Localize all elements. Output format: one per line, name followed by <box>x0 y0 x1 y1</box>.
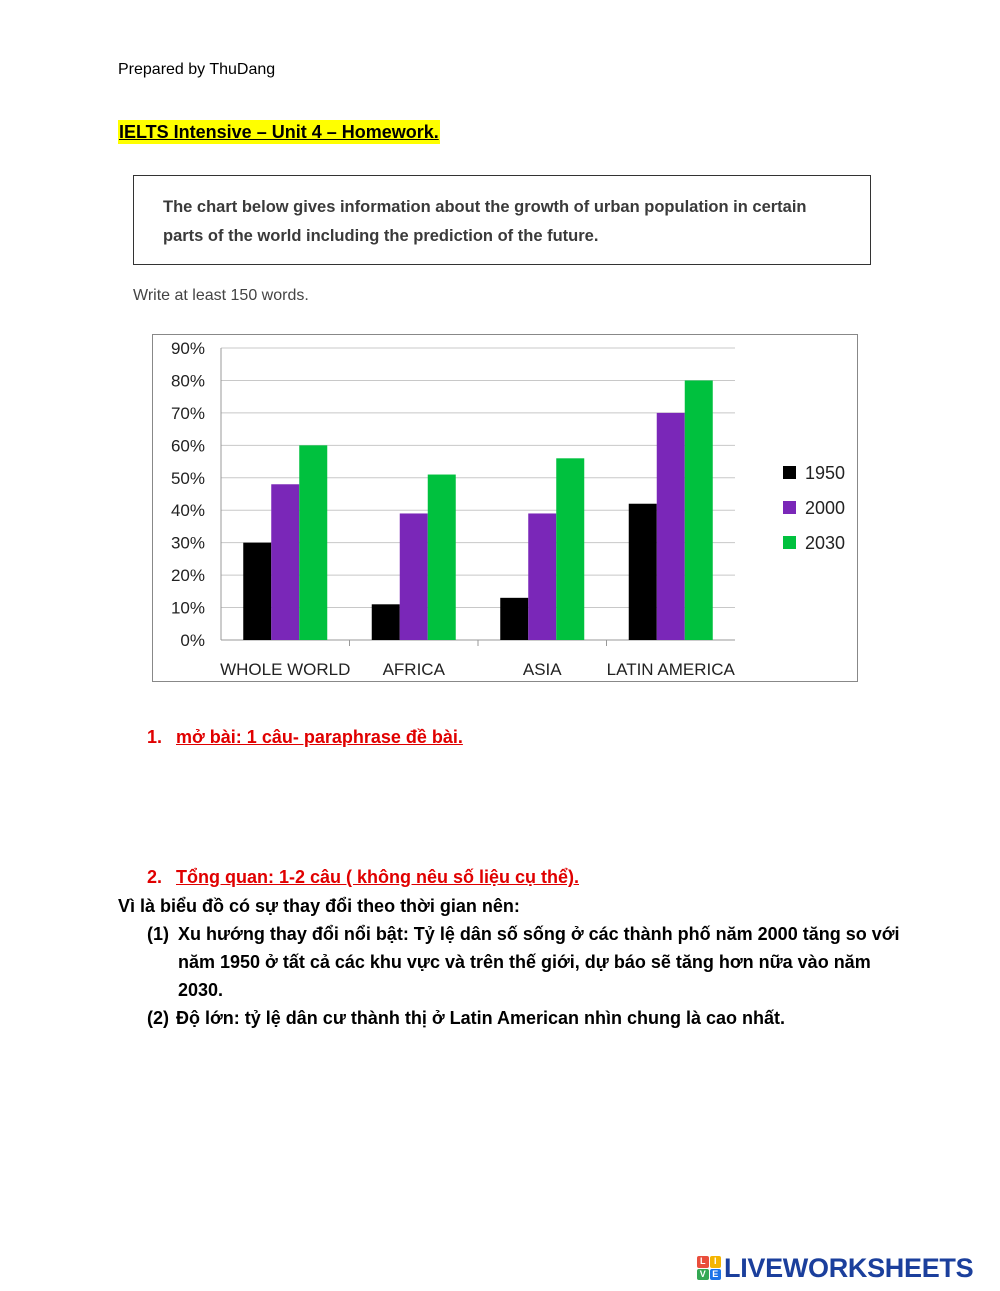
bar-2000-asia <box>528 513 556 640</box>
logo-letter-l: L <box>697 1256 709 1268</box>
step-2-number: 2. <box>147 867 163 887</box>
bar-2030-latin-america <box>685 380 713 640</box>
bar-1950-latin-america <box>629 504 657 640</box>
legend-swatch-2000 <box>783 501 796 514</box>
y-tick-label: 90% <box>170 339 205 358</box>
bar-2000-whole-world <box>271 484 299 640</box>
logo-icon <box>697 1256 721 1280</box>
logo-letter-v: V <box>697 1269 709 1281</box>
y-tick-label: 30% <box>170 533 205 553</box>
y-tick-label: 60% <box>170 436 205 456</box>
y-tick-label: 50% <box>170 468 205 488</box>
legend-swatch-1950 <box>783 466 796 479</box>
logo-letter-e: E <box>710 1269 722 1281</box>
step-1-heading <box>147 727 463 748</box>
note-point-1 <box>147 920 907 1004</box>
notes-intro: Vì là biểu đồ có sự thay đổi theo thời gian nên: <box>118 896 520 916</box>
x-category-label: WHOLE WORLD <box>220 660 351 679</box>
y-tick-label: 80% <box>170 371 205 391</box>
y-tick-label: 10% <box>170 598 205 618</box>
y-tick-label: 0% <box>180 631 205 650</box>
bar-2030-whole-world <box>299 445 327 640</box>
bar-chart <box>152 334 858 682</box>
bar-2000-africa <box>400 513 428 640</box>
y-tick-label: 70% <box>170 403 205 423</box>
note-point-2-text: Độ lớn: tỷ lệ dân cư thành thị ở Latin American nhìn chung là cao nhất. <box>176 1008 786 1028</box>
x-category-label: LATIN AMERICA <box>606 660 735 679</box>
x-category-label: ASIA <box>522 660 562 679</box>
bar-2000-latin-america <box>657 413 685 640</box>
bar-1950-asia <box>500 598 528 640</box>
legend-label: 2030 <box>805 533 846 553</box>
bar-2030-asia <box>556 458 584 640</box>
y-tick-label: 40% <box>170 501 205 521</box>
liveworksheets-logo <box>697 1253 973 1283</box>
note-point-1-label: (1) <box>147 924 169 944</box>
prepared-by: Prepared by ThuDang <box>118 61 276 78</box>
page-title: IELTS Intensive – Unit 4 – Homework. <box>119 122 439 142</box>
x-category-label: AFRICA <box>382 660 445 679</box>
step-1-text: mở bài: 1 câu- paraphrase đề bài. <box>176 727 463 747</box>
legend-label: 1950 <box>805 463 846 483</box>
note-point-2 <box>147 1004 785 1032</box>
chart-svg <box>153 335 859 683</box>
legend-swatch-2030 <box>783 536 796 549</box>
step-1-number: 1. <box>147 727 163 747</box>
task-prompt: The chart below gives information about the growth of urban population in certain parts of the world including the prediction of the future. <box>163 198 807 245</box>
logo-letter-i: I <box>710 1256 722 1268</box>
step-2-text: Tổng quan: 1-2 câu ( không nêu số liệu cụ thể). <box>176 867 580 887</box>
bar-2030-africa <box>428 475 456 640</box>
logo-text: LIVEWORKSHEETS <box>724 1252 974 1283</box>
bar-1950-whole-world <box>243 543 271 640</box>
bar-1950-africa <box>372 604 400 640</box>
legend-label: 2000 <box>805 498 846 518</box>
note-point-1-text: Xu hướng thay đổi nổi bật: Tỷ lệ dân số sống ở các thành phố năm 2000 tăng so với năm 1950 ở tất cả các khu vực và trên thế giới, dự báo sẽ tăng hơn nữa vào năm 2030. <box>178 924 900 1000</box>
task-prompt-box <box>133 175 871 265</box>
task-instruction: Write at least 150 words. <box>133 287 309 304</box>
step-2-heading <box>147 867 579 888</box>
y-tick-label: 20% <box>170 566 205 586</box>
note-point-2-label: (2) <box>147 1008 169 1028</box>
